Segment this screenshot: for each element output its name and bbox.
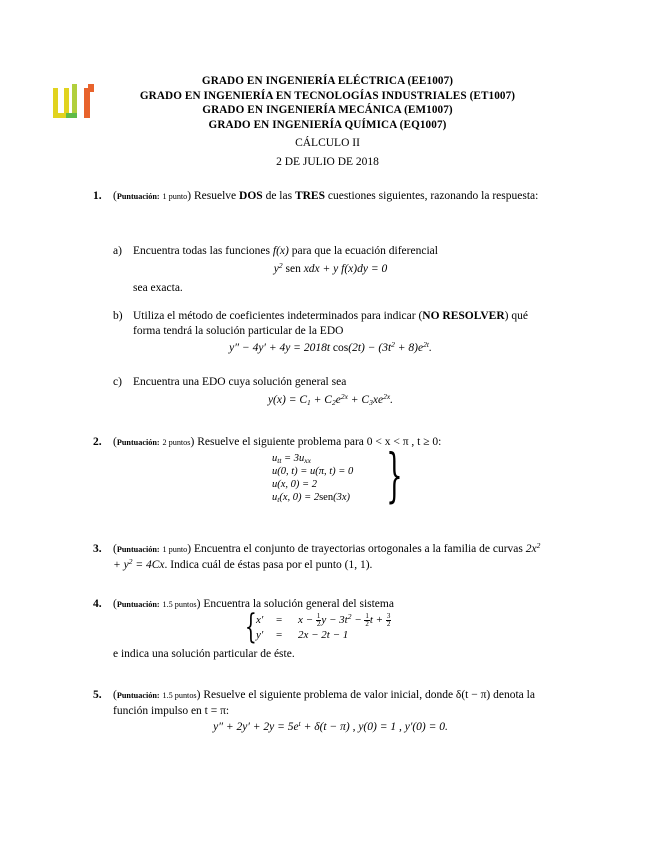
exam-date: 2 DE JULIO DE 2018 <box>276 156 379 168</box>
question-2: 2. (Puntuación: 2 puntos) Resuelve el siguiente problema para 0 < x < π , t ≥ 0: <box>93 436 442 448</box>
q1a-fx: f(x) <box>272 245 289 257</box>
header-line-4: GRADO EN INGENIERÍA QUÍMICA (EQ1007) <box>208 118 447 131</box>
score-label: Puntuación: <box>116 691 160 700</box>
course-title: CÁLCULO II <box>295 137 360 149</box>
score-label: Puntuación: <box>116 192 160 201</box>
q1-text-a: Resuelve <box>194 190 240 202</box>
part-label: b) <box>113 310 123 322</box>
q1-bold-tres: TRES <box>294 190 325 202</box>
question-number: 3. <box>93 543 102 555</box>
q3-text2: . Indica cuál de éstas pasa por el punto (1, 1). <box>164 558 373 571</box>
logo-bar-5 <box>66 113 77 118</box>
q1-part-a <box>113 244 548 259</box>
q1a-text2: para que la ecuación diferencial <box>288 245 438 257</box>
score-label: Puntuación: <box>116 438 160 447</box>
logo-bar-7 <box>88 84 94 92</box>
q1-part-b <box>113 309 548 338</box>
q1-bold-dos: DOS <box>239 190 263 202</box>
score-value: 1 punto <box>162 192 188 201</box>
q4-tail: e indica una solución particular de éste. <box>113 648 295 660</box>
logo-bar-6 <box>84 88 90 118</box>
part-label: c) <box>113 376 122 388</box>
question-number: 1. <box>93 190 102 202</box>
q1-part-c <box>113 375 548 390</box>
q1c-text: Encuentra una EDO cuya solución general sea <box>133 376 347 388</box>
q1b-text2: ) qué forma tendrá la solución particular de la EDO <box>133 310 528 337</box>
q1-text-c: cuestiones siguientes, razonando la respuesta: <box>325 190 539 202</box>
q1b-text1: Utiliza el método de coeficientes indeterminados para indicar ( <box>133 310 423 322</box>
score-value: 1.5 puntos <box>162 600 197 609</box>
score-label: Puntuación: <box>116 600 160 609</box>
header-line-1: GRADO EN INGENIERÍA ELÉCTRICA (EE1007) <box>201 75 454 87</box>
q1-text-b: de las <box>262 190 295 202</box>
exam-header <box>100 74 555 132</box>
q1b-bold: NO RESOLVER <box>422 310 505 322</box>
header-line-2: GRADO EN INGENIERÍA EN TECNOLOGÍAS INDUSTRIALES (ET1007) <box>139 89 516 102</box>
logo-bar-4 <box>72 84 77 118</box>
right-brace: } <box>386 441 403 509</box>
score-label: Puntuación: <box>116 545 160 554</box>
equation-5: $y'' + 2y' + 2y = 5e^t + \delta(t - \pi)$ , y(0) = 1 , y′(0) = 0. <box>213 719 448 733</box>
question-1: 1. (Puntuación: 1 punto) Resuelve DOS de las TRES cuestiones siguientes, razonando la respuesta: <box>93 190 539 202</box>
question-number: 2. <box>93 436 102 448</box>
eq1a-rest: xdx + y f(x)dy = 0 <box>303 263 388 275</box>
question-number: 5. <box>93 689 102 701</box>
score-value: 1 punto <box>162 545 188 554</box>
q4-text: Encuentra la solución general del sistema <box>203 598 394 610</box>
equation-1b: y″ − 4y′ + 4y = 2018t $\cos(2t) - (3t^2 + 8)e^{2t}$. <box>229 340 432 354</box>
ode-system: x′ = x − $\frac{1}{2}$ $y - 3t^2$ − $\frac{1}{2}$ t + $\frac{3}{2}$ y′ = 2x − 2t − 1 <box>256 612 391 642</box>
q3-text1: Encuentra el conjunto de trayectorias ortogonales a la familia de curvas <box>194 543 526 555</box>
q2-text: Resuelve el siguiente problema para 0 < x < π , t ≥ 0: <box>197 436 442 448</box>
question-number: 4. <box>93 598 102 610</box>
score-value: 1.5 puntos <box>162 691 197 700</box>
header-line-3: GRADO EN INGENIERÍA MECÁNICA (EM1007) <box>202 104 453 116</box>
left-brace: { <box>244 607 257 647</box>
equation-1c: $y(x) = C_1 + C_2e^{2x} + C_3xe^{2x}$. <box>267 392 394 407</box>
part-label: a) <box>113 245 122 257</box>
question-5: 5. (Puntuación: 1.5 puntos) Resuelve el siguiente problema de valor inicial, donde δ(t − π) denota la función impulso en t = π: <box>93 689 535 717</box>
score-value: 2 puntos <box>162 438 191 447</box>
question-4: 4. (Puntuación: 1.5 puntos) Encuentra la solución general del sistema <box>93 598 394 610</box>
q1a-tail: sea exacta. <box>133 282 183 294</box>
q1a-text1: Encuentra todas las funciones <box>133 245 273 257</box>
uji-logo <box>53 84 97 118</box>
eq1a-sen: sen <box>282 263 304 275</box>
q5-text1: Resuelve el siguiente problema de valor inicial, donde δ(t − π) denota la función impulso en t = π: <box>113 689 535 717</box>
question-3: 3. (Puntuación: 1 punto) Encuentra el conjunto de trayectorias ortogonales a la familia de curvas $2x^2 + y^2 = 4Cx$. Indica cuál de éstas pasa por el punto (1, 1). <box>93 541 541 571</box>
equation-1a: $y^2$ sen xdx + y f(x)dy = 0 <box>273 261 388 275</box>
pde-system: $u_{tt} = 3u_{xx}$ u(0, t) = u(π, t) = 0 u(x, 0) = 2 $u_t(x$, 0) = 2sen(3x) <box>272 453 354 504</box>
